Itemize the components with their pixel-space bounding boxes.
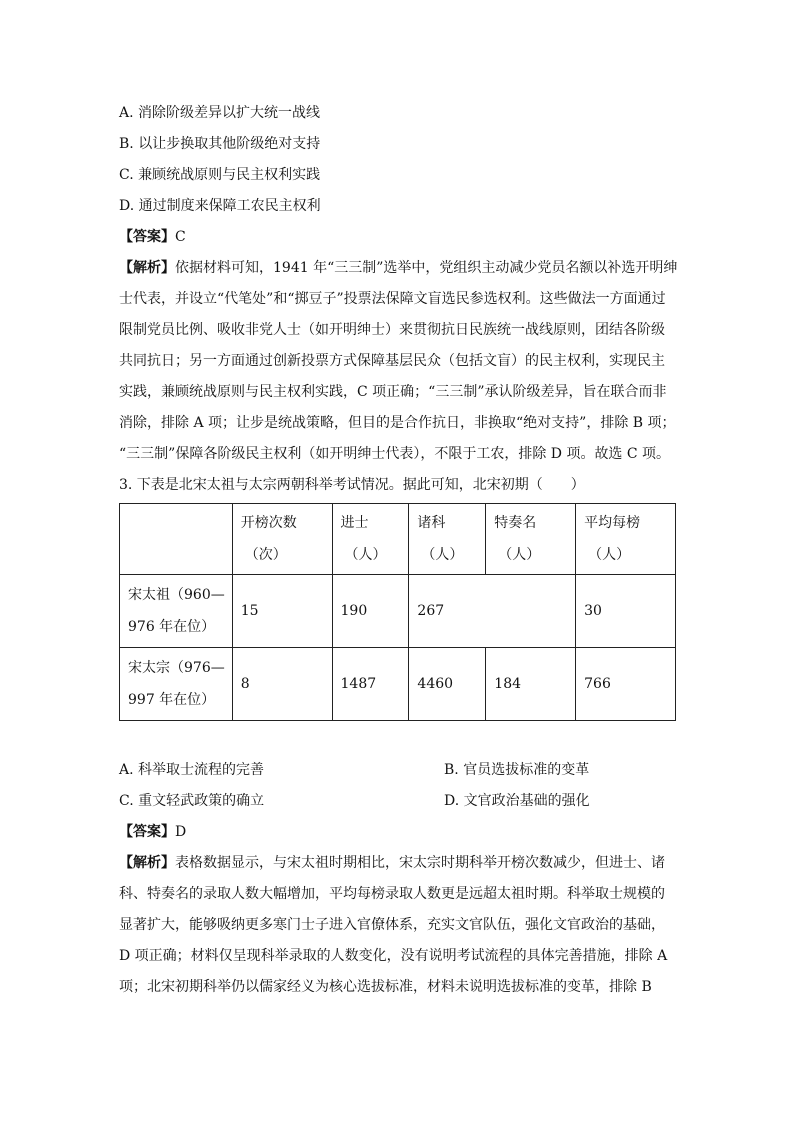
table-cell: 8 (232, 648, 332, 721)
q2-answer-tag: 【答案】 (119, 229, 175, 245)
table-row-label: 宋太宗（976— 997 年在位） (120, 648, 233, 721)
q3-analysis-line-5: 项；北宋初期科举仍以儒家经义为核心选拔标准，材料未说明选拔标准的变革，排除 B (119, 979, 652, 995)
q3-option-d: D. 文官政治基础的强化 (444, 793, 590, 809)
q3-stem: 3. 下表是北宋太祖与太宗两朝科举考试情况。据此可知，北宋初期（ ） (119, 477, 585, 493)
q2-option-a: A. 消除阶级差异以扩大统一战线 (119, 105, 321, 121)
table-header-cell: 平均每榜 （人） (576, 504, 676, 575)
table-cell: 190 (332, 575, 409, 648)
table-cell: 30 (576, 575, 676, 648)
q2-option-d: D. 通过制度来保障工农民主权利 (119, 198, 321, 214)
q3-exam-table (119, 503, 676, 721)
q3-analysis-line-1: 【解析】表格数据显示，与宋太祖时期相比，宋太宗时期科举开榜次数减少，但进士、诸 (119, 855, 665, 871)
q2-analysis-line-4: 共同抗日；另一方面通过创新投票方式保障基层民众（包括文盲）的民主权利，实现民主 (119, 353, 665, 369)
table-cell: 1487 (332, 648, 409, 721)
q2-analysis-line-5: 实践，兼顾统战原则与民主权利实践，C 项正确；“三三制”承认阶级差异，旨在联合而非 (119, 384, 667, 400)
q2-analysis-line-7: “三三制”保障各阶级民主权利（如开明绅士代表），不限于工农，排除 D 项。故选 C 项。 (119, 446, 671, 462)
q3-analysis-line-4: D 项正确；材料仅呈现科举录取的人数变化，没有说明考试流程的具体完善措施，排除 A (119, 948, 668, 964)
q3-answer-value: D (175, 824, 187, 840)
table-row (120, 648, 676, 721)
table-header-cell: 特奏名 （人） (486, 504, 576, 575)
q2-option-c: C. 兼顾统战原则与民主权利实践 (119, 167, 321, 183)
table-cell: 267 (409, 575, 576, 648)
table-row (120, 575, 676, 648)
q3-analysis-tag: 【解析】 (119, 855, 175, 871)
q2-option-b: B. 以让步换取其他阶级绝对支持 (119, 136, 321, 152)
q3-answer (119, 822, 186, 842)
q3-option-b: B. 官员选拔标准的变革 (444, 762, 590, 778)
q3-analysis-line-3: 显著扩大，能够吸纳更多寒门士子进入官僚体系，充实文官队伍，强化文官政治的基础， (119, 917, 665, 933)
q3-analysis-line-2: 科、特奏名的录取人数大幅增加，平均每榜录取人数更是远超太祖时期。科举取士规模的 (119, 886, 665, 902)
q3-option-c: C. 重文轻武政策的确立 (119, 793, 265, 809)
table-cell: 4460 (409, 648, 486, 721)
q2-analysis-tag: 【解析】 (119, 260, 175, 276)
table-header-cell: 诸科 （人） (409, 504, 486, 575)
table-header-cell: 进士 （人） (332, 504, 409, 575)
table-cell: 766 (576, 648, 676, 721)
q3-option-a: A. 科举取士流程的完善 (119, 762, 265, 778)
q2-answer (119, 227, 186, 247)
table-corner-cell (120, 504, 233, 575)
table-header-cell: 开榜次数 （次） (232, 504, 332, 575)
table-cell: 184 (486, 648, 576, 721)
q2-analysis-line-3: 限制党员比例、吸收非党人士（如开明绅士）来贯彻抗日民族统一战线原则，团结各阶级 (119, 322, 665, 338)
q2-analysis-line-1: 【解析】依据材料可知，1941 年“三三制”选举中，党组织主动减少党员名额以补选开明绅 (119, 260, 677, 276)
table-header-row (120, 504, 676, 575)
q2-answer-value: C (175, 229, 186, 245)
table-cell: 15 (232, 575, 332, 648)
q2-analysis-line-2: 士代表，并设立“代笔处”和“掷豆子”投票法保障文盲选民参选权利。这些做法一方面通过 (119, 291, 666, 307)
table-row-label: 宋太祖（960— 976 年在位） (120, 575, 233, 648)
q3-answer-tag: 【答案】 (119, 824, 175, 840)
q2-analysis-line-6: 消除，排除 A 项；让步是统战策略，但目的是合作抗日，非换取“绝对支持”，排除 B 项； (119, 415, 676, 431)
